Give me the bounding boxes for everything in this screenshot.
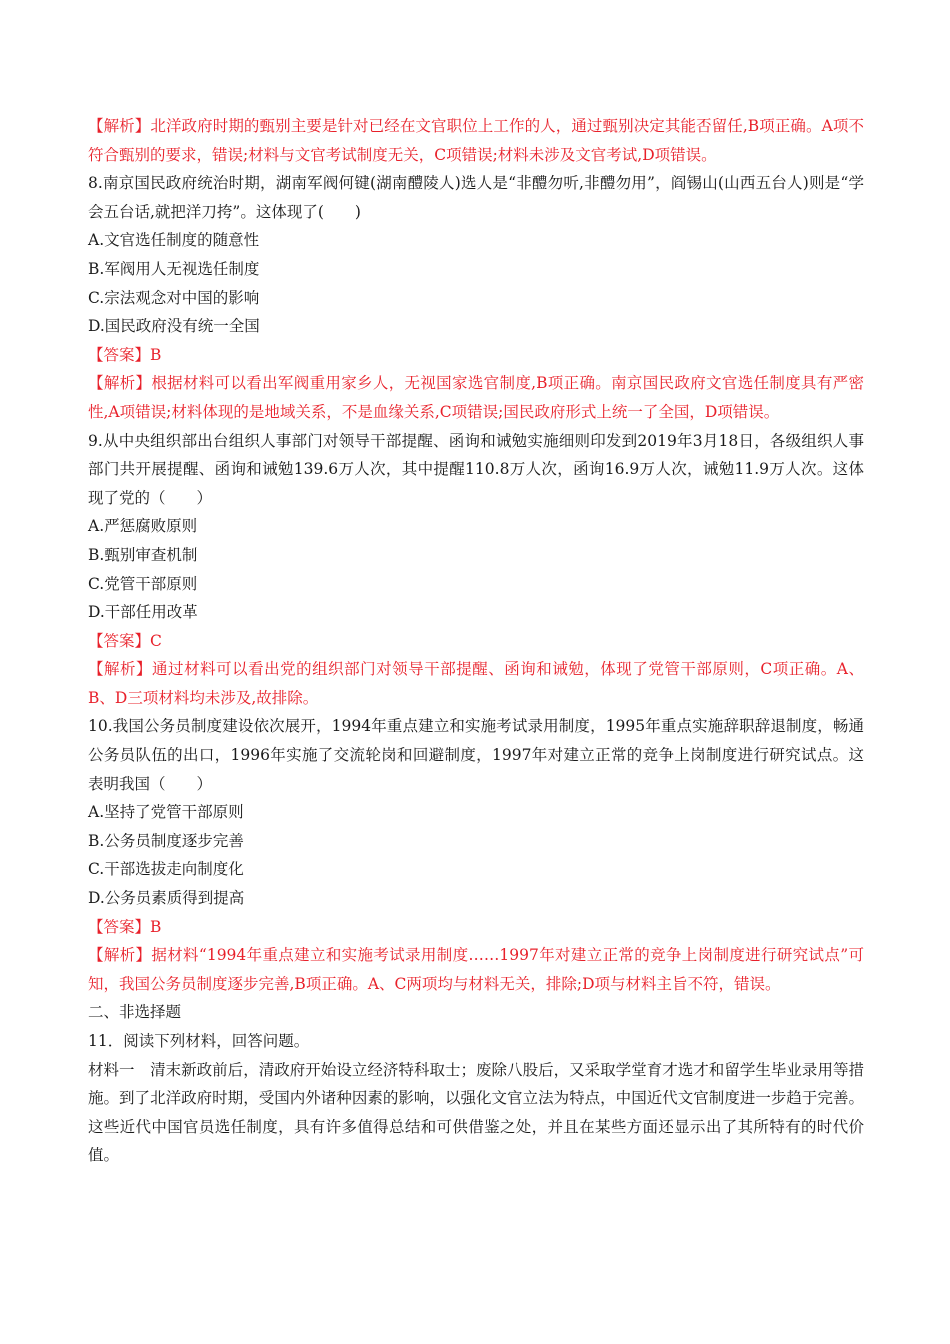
q9-stem: 9.从中央组织部出台组织人事部门对领导干部提醒、函询和诫勉实施细则印发到2019年3月18日，各级组织人事部门共开展提醒、函询和诫勉139.6万人次，其中提醒110.8万人次，函询16.9万人次，诫勉11.9万人次。这体现了党的（ ）: [88, 431, 864, 507]
q8-stem: 8.南京国民政府统治时期，湖南军阀何键(湖南醴陵人)选人是“非醴勿听,非醴勿用”，阎锡山(山西五台人)则是“学会五台话,就把洋刀挎”。这体现了( ): [88, 174, 864, 221]
q8-analysis: [88, 369, 864, 426]
q10-option-a: A.坚持了党管干部原则: [88, 803, 244, 822]
q11-stem: 11．阅读下列材料，回答问题。: [88, 1032, 310, 1050]
answer-value: B: [150, 917, 162, 936]
analysis-label: 【解析】: [88, 660, 153, 679]
analysis-label: 【解析】: [88, 946, 152, 965]
q9-option-a: A.严惩腐败原则: [88, 517, 198, 536]
answer-label: 【答案】: [88, 345, 151, 364]
part2-heading: 二、非选择题: [88, 1003, 182, 1022]
page-content: [88, 112, 864, 1170]
q10-analysis: [88, 941, 864, 998]
analysis-text: 通过材料可以看出党的组织部门对领导干部提醒、函询和诫勉，体现了党管干部原则，C项正确。A、B、D三项材料均未涉及,故排除。: [88, 660, 864, 707]
q10-option-b: B.公务员制度逐步完善: [88, 831, 244, 850]
q8-option-a: A.文官选任制度的随意性: [88, 231, 260, 250]
q9-answer: [88, 627, 864, 656]
q8-option-c: C.宗法观念对中国的影响: [88, 288, 260, 307]
q10-stem: 10.我国公务员制度建设依次展开，1994年重点建立和实施考试录用制度，1995年重点实施辞职辞退制度，畅通公务员队伍的出口，1996年实施了交流轮岗和回避制度，1997年对建立正常的竞争上岗制度进行研究试点。这表明我国（ ）: [88, 717, 864, 793]
q9-option-c: C.党管干部原则: [88, 574, 198, 593]
q8-option-d: D.国民政府没有统一全国: [88, 317, 260, 336]
q10-option-c: C.干部选拔走向制度化: [88, 860, 244, 879]
q9-analysis: [88, 655, 864, 712]
answer-label: 【答案】: [88, 917, 151, 936]
analysis-label: 【解析】: [88, 374, 152, 393]
q8-option-b: B.军阀用人无视选任制度: [88, 259, 260, 278]
q10-option-d: D.公务员素质得到提高: [88, 889, 245, 908]
q11-material-1: 材料一 清末新政前后，清政府开始设立经济特科取士；废除八股后，又采取学堂育才选才和留学生毕业录用等措施。到了北洋政府时期，受国内外诸种因素的影响，以强化文官立法为特点，中国近代文官制度进一步趋于完善。这些近代中国官员选任制度，具有许多值得总结和可供借鉴之处，并且在某些方面还显示出了其所特有的时代价值。: [88, 1060, 864, 1165]
q7-analysis: [88, 112, 864, 169]
q8-answer: [88, 341, 864, 370]
q9-option-b: B.甄别审查机制: [88, 545, 198, 564]
analysis-text: 据材料“1994年重点建立和实施考试录用制度……1997年对建立正常的竞争上岗制度进行研究试点”可知，我国公务员制度逐步完善,B项正确。A、C两项均与材料无关，排除;D项与材料主旨不符，错误。: [88, 946, 864, 993]
q10-answer: [88, 913, 864, 942]
analysis-text: 根据材料可以看出军阀重用家乡人，无视国家选官制度,B项正确。南京国民政府文官选任制度具有严密性,A项错误;材料体现的是地域关系，不是血缘关系,C项错误;国民政府形式上统一了全国，D项错误。: [88, 374, 864, 421]
q9-option-d: D.干部任用改革: [88, 603, 198, 622]
answer-value: B: [150, 345, 162, 364]
analysis-text: 北洋政府时期的甄别主要是针对已经在文官职位上工作的人，通过甄别决定其能否留任,B项正确。A项不符合甄别的要求，错误;材料与文官考试制度无关，C项错误;材料未涉及文官考试,D项错误。: [88, 117, 864, 164]
answer-label: 【答案】: [88, 631, 151, 650]
analysis-label: 【解析】: [88, 117, 151, 135]
answer-value: C: [150, 631, 162, 650]
